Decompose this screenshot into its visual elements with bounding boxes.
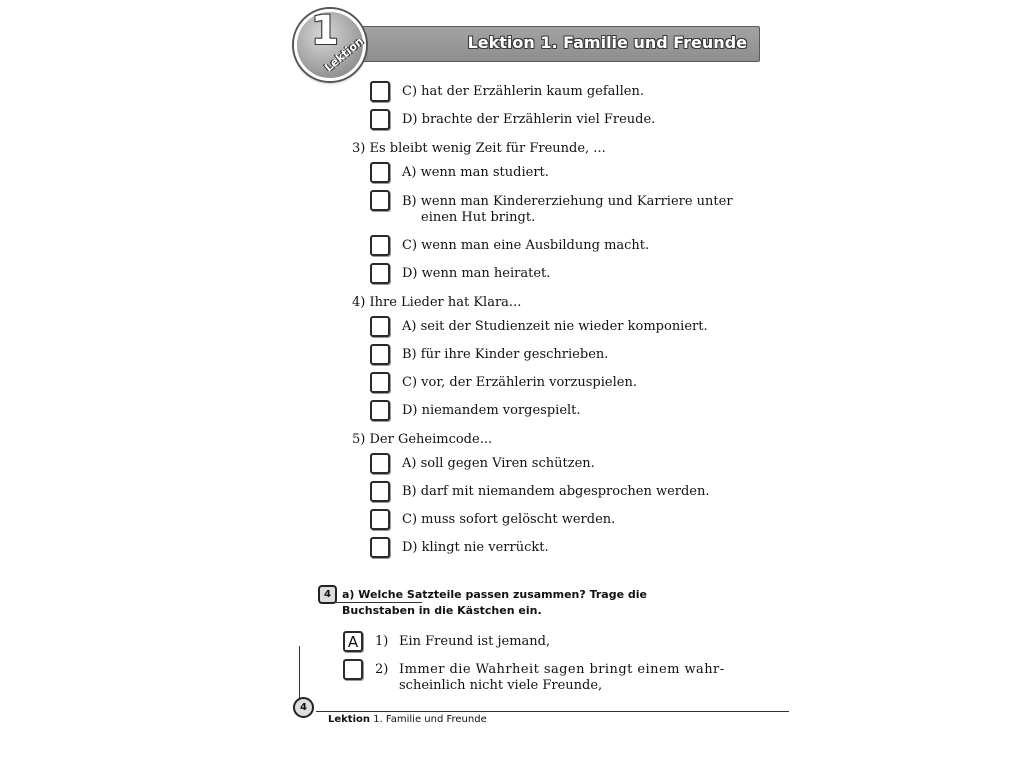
item-1-text: Ein Freund ist jemand, [399,634,551,649]
option-q5-c: C) muss sofort gelöscht werden. [402,512,616,527]
question-4-prompt: 4) Ihre Lieder hat Klara... [352,295,522,310]
margin-line [299,646,300,698]
answer-box-item-1[interactable]: A [343,631,363,652]
task-instruction: a) Welche Satzteile passen zusammen? Trage die Buchstaben in die Kästchen ein. [342,588,648,617]
item-2-text: Immer die Wahrheit sagen bringt einem wahr- [399,662,725,677]
option-q4-d: D) niemandem vorgespielt. [402,403,581,418]
option-q3-b-continued: einen Hut bringt. [421,210,536,225]
question-5-prompt: 5) Der Geheimcode... [352,432,493,447]
answer-checkbox-q4-d[interactable] [370,400,390,421]
option-q5-a: A) soll gegen Viren schützen. [402,456,595,471]
question-3-prompt: 3) Es bleibt wenig Zeit für Freunde, ... [352,141,606,156]
option-q2-c: C) hat der Erzählerin kaum gefallen. [402,84,644,99]
option-q2-d: D) brachte der Erzählerin viel Freude. [402,112,656,127]
lesson-header-bar [342,26,760,62]
answer-checkbox-q3-d[interactable] [370,263,390,284]
option-q4-a: A) seit der Studienzeit nie wieder komponiert. [402,319,708,334]
answer-checkbox-q3-a[interactable] [370,162,390,183]
answer-checkbox-q5-d[interactable] [370,537,390,558]
answer-checkbox-q4-b[interactable] [370,344,390,365]
task-underline [334,602,422,603]
option-q3-b: B) wenn man Kindererziehung und Karriere unter [402,194,733,209]
footer-label-rest: 1. Familie und Freunde [370,714,487,725]
footer-label [328,714,487,725]
option-q3-c: C) wenn man eine Ausbildung macht. [402,238,650,253]
task-number-badge: 4 [318,585,337,604]
answer-checkbox-q3-b[interactable] [370,190,390,211]
answer-checkbox-q4-a[interactable] [370,316,390,337]
footer-rule [316,711,789,712]
answer-checkbox-q5-c[interactable] [370,509,390,530]
option-q3-d: D) wenn man heiratet. [402,266,551,281]
lesson-badge-label: Lektion [322,34,366,75]
answer-box-item-2[interactable] [343,659,363,680]
answer-checkbox-q2-d[interactable] [370,109,390,130]
option-q5-d: D) klingt nie verrückt. [402,540,549,555]
lesson-title: Lektion 1. Familie und Freunde [467,33,747,52]
option-q4-b: B) für ihre Kinder geschrieben. [402,347,609,362]
item-2-number: 2) [375,662,389,677]
item-1-number: 1) [375,634,389,649]
answer-checkbox-q5-b[interactable] [370,481,390,502]
footer-label-bold: Lektion [328,714,371,725]
item-2-text-continued: scheinlich nicht viele Freunde, [399,678,603,693]
lesson-badge-number: 1 [311,8,339,54]
answer-checkbox-q3-c[interactable] [370,235,390,256]
option-q5-b: B) darf mit niemandem abgesprochen werden. [402,484,710,499]
answer-checkbox-q5-a[interactable] [370,453,390,474]
option-q3-a: A) wenn man studiert. [402,165,549,180]
page-number-badge: 4 [293,697,314,718]
answer-checkbox-q2-c[interactable] [370,81,390,102]
option-q4-c: C) vor, der Erzählerin vorzuspielen. [402,375,637,390]
lesson-badge [294,9,366,81]
answer-checkbox-q4-c[interactable] [370,372,390,393]
